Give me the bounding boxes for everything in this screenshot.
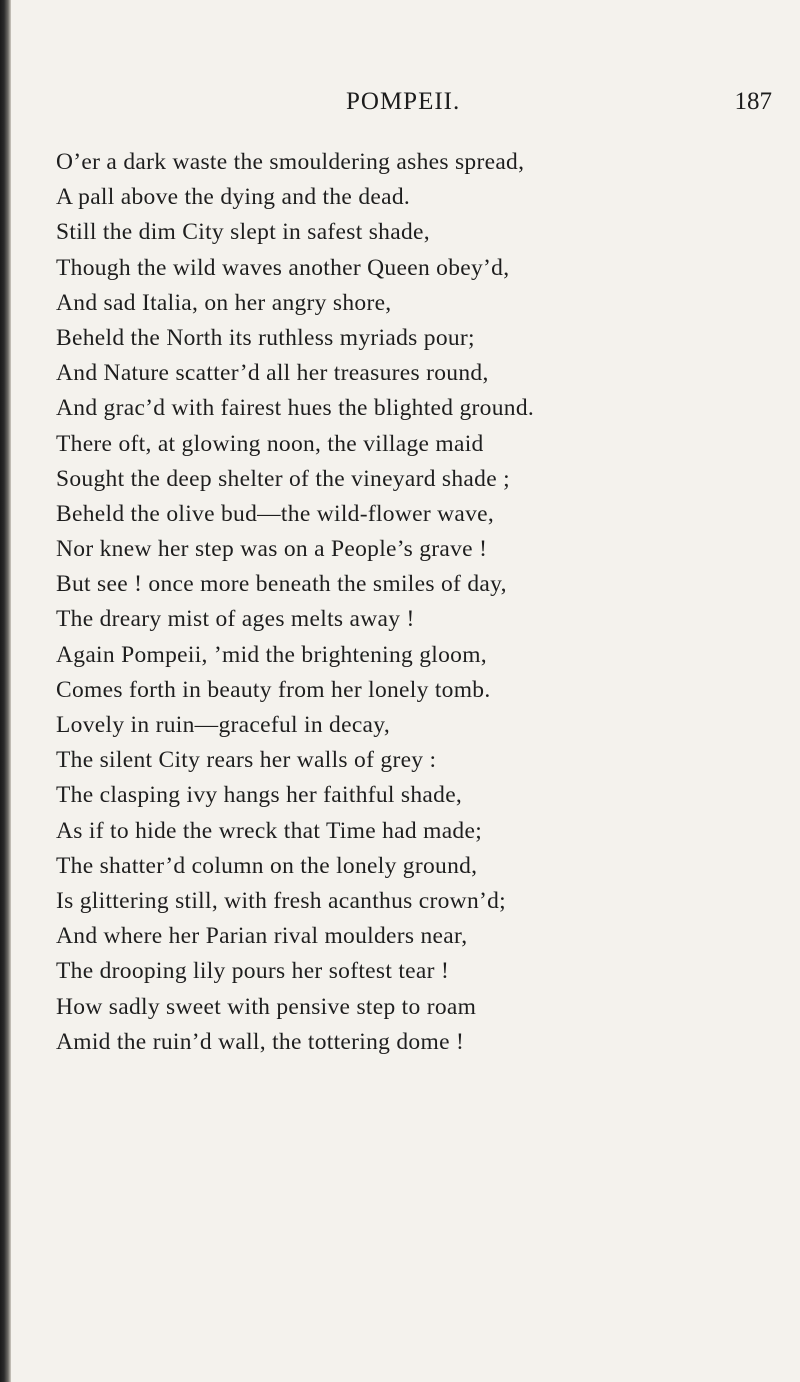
poem-line: Sought the deep shelter of the vineyard shade ;	[56, 465, 510, 492]
poem-line: And where her Parian rival moulders near,	[56, 923, 468, 950]
poem-line: The drooping lily pours her softest tear !	[56, 958, 450, 985]
page-header	[56, 88, 772, 124]
running-title: POMPEII.	[346, 88, 461, 115]
poem-line: Lovely in ruin—graceful in decay,	[56, 712, 390, 738]
page-binding-edge	[0, 0, 11, 1382]
poem-line: Beheld the olive bud—the wild-flower wave,	[56, 500, 495, 527]
poem-line: But see ! once more beneath the smiles of day,	[56, 571, 507, 598]
poem-line: A pall above the dying and the dead.	[56, 184, 411, 211]
poem-line: And Nature scatter’d all her treasures round,	[56, 360, 489, 387]
poem-line: And sad Italia, on her angry shore,	[56, 289, 392, 316]
poem-line: There oft, at glowing noon, the village maid	[56, 430, 484, 457]
poem-line: Beheld the North its ruthless myriads pour;	[56, 324, 475, 351]
poem-line: Is glittering still, with fresh acanthus crown’d;	[56, 887, 507, 914]
poem-line: How sadly sweet with pensive step to roam	[56, 993, 477, 1020]
poem-line: Again Pompeii, ’mid the brightening gloom,	[56, 641, 487, 668]
poem-line: Still the dim City slept in safest shade,	[56, 219, 430, 246]
poem-line: As if to hide the wreck that Time had made;	[56, 817, 483, 844]
poem-line: The dreary mist of ages melts away !	[56, 606, 415, 633]
poem-line: The clasping ivy hangs her faithful shade,	[56, 782, 463, 809]
poem-line: The shatter’d column on the lonely ground,	[56, 852, 478, 879]
poem-line: Comes forth in beauty from her lonely tomb.	[56, 676, 491, 703]
poem-line: Amid the ruin’d wall, the tottering dome !	[56, 1028, 465, 1055]
poem-line: O’er a dark waste the smouldering ashes spread,	[56, 149, 525, 175]
poem-line: Though the wild waves another Queen obey’d,	[56, 254, 510, 281]
poem-line: The silent City rears her walls of grey :	[56, 747, 437, 774]
poem-body	[56, 145, 756, 1060]
poem-line: And grac’d with fairest hues the blighted ground.	[56, 395, 535, 422]
poem-line: Nor knew her step was on a People’s grave !	[56, 536, 488, 563]
page-number: 187	[734, 88, 772, 115]
